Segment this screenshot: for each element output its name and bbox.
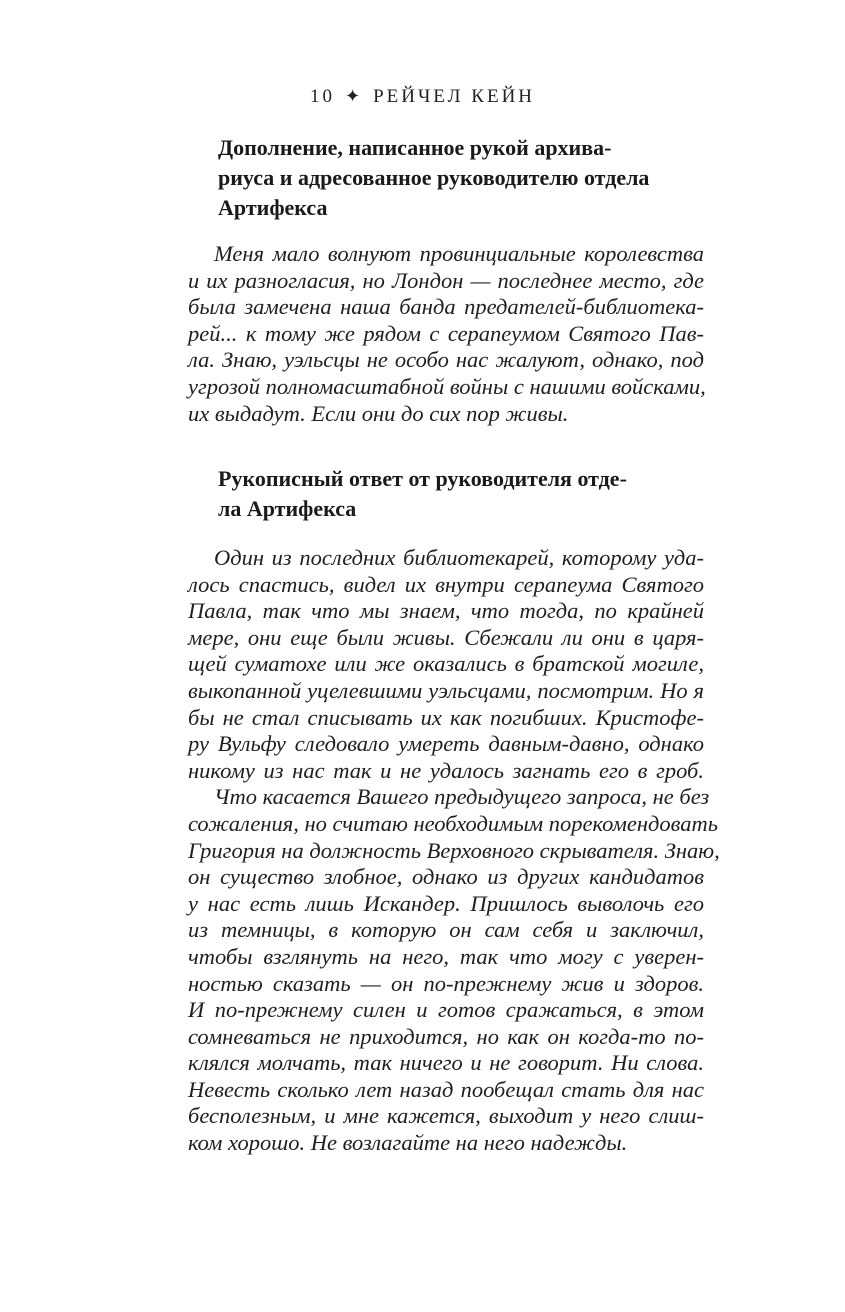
text-line: лось спастись, видел их внутри серапеума Святого [188,571,704,597]
page-number: 10 [309,86,335,107]
text-line: Меня мало волнуют провинциальные королевства [214,241,704,266]
text-line: клялся молчать, так ничего и не говорит. Ни слова. [188,1050,704,1076]
text-line: ру Вульфу следовало умереть давным-давно, однако [188,731,704,757]
heading-line: ла Артифекса [218,496,357,521]
text-line: и их разногласия, но Лондон — последнее место, где [188,267,704,293]
text-line: бесполезным, и мне кажется, выходит у него слиш- [188,1103,704,1129]
text-line: была замечена наша банда предателей-библиотека- [188,294,704,320]
handwritten-note-archivist [188,241,704,427]
heading-line: риуса и адресованное руководителю отдела [218,165,650,190]
text-line: ла. Знаю, уэльсцы не особо нас жалуют, однако, под [188,347,704,373]
star-ornament-icon: ✦ [344,86,364,106]
text-line: сомневаться не приходится, но как он когда-то по- [188,1023,704,1049]
text-line: из темницы, в которую он сам себя и заключил, [188,917,704,943]
text-line: чтобы взглянуть на него, так что могу с уверен- [188,943,704,969]
section-heading-reply [218,464,678,524]
handwritten-reply-artifex [188,545,720,1157]
text-line: у нас есть лишь Искандер. Пришлось выволочь его [188,890,704,916]
text-line: мере, они еще были живы. Сбежали ли они в царя- [188,624,704,650]
text-line: рей... к тому же рядом с серапеумом Святого Пав- [188,320,704,346]
text-line: угрозой полномасштабной войны с нашими войсками, [188,373,706,399]
text-line: щей суматохе или же оказались в братской могиле, [188,651,704,677]
author-name: РЕЙЧЕЛ КЕЙН [373,86,536,107]
text-line: их выдадут. Если они до сих пор живы. [188,400,569,426]
text-line: никому из нас так и не удалось загнать его в гроб. [188,757,704,783]
text-line: Что касается Вашего предыдущего запроса, не без [214,784,710,810]
heading-line: Дополнение, написанное рукой архива- [218,135,612,160]
text-line: Один из последних библиотекарей, которому уда- [214,545,704,570]
text-line: сожаления, но считаю необходимым порекомендовать [188,810,719,836]
text-line: ностью сказать — он по-прежнему жив и здоров. [188,970,704,996]
running-head [0,86,845,108]
text-line: Павла, так что мы знаем, что тогда, по крайней [188,598,704,624]
text-line: ком хорошо. Не возлагайте на него надежды. [188,1130,628,1156]
text-line: выкопанной уцелевшими уэльсцами, посмотрим. Но я [188,677,704,703]
text-line: И по-прежнему силен и готов сражаться, в этом [188,997,704,1023]
section-heading-addendum [218,133,678,223]
text-line: Григория на должность Верховного скрывателя. Знаю, [188,837,720,863]
text-line: он существо злобное, однако из других кандидатов [188,864,704,890]
heading-line: Рукописный ответ от руководителя отде- [218,466,627,491]
text-line: бы не стал списывать их как погибших. Кристофе- [188,704,704,730]
heading-line: Артифекса [218,195,328,220]
text-line: Невесть сколько лет назад пообещал стать для нас [188,1076,704,1102]
